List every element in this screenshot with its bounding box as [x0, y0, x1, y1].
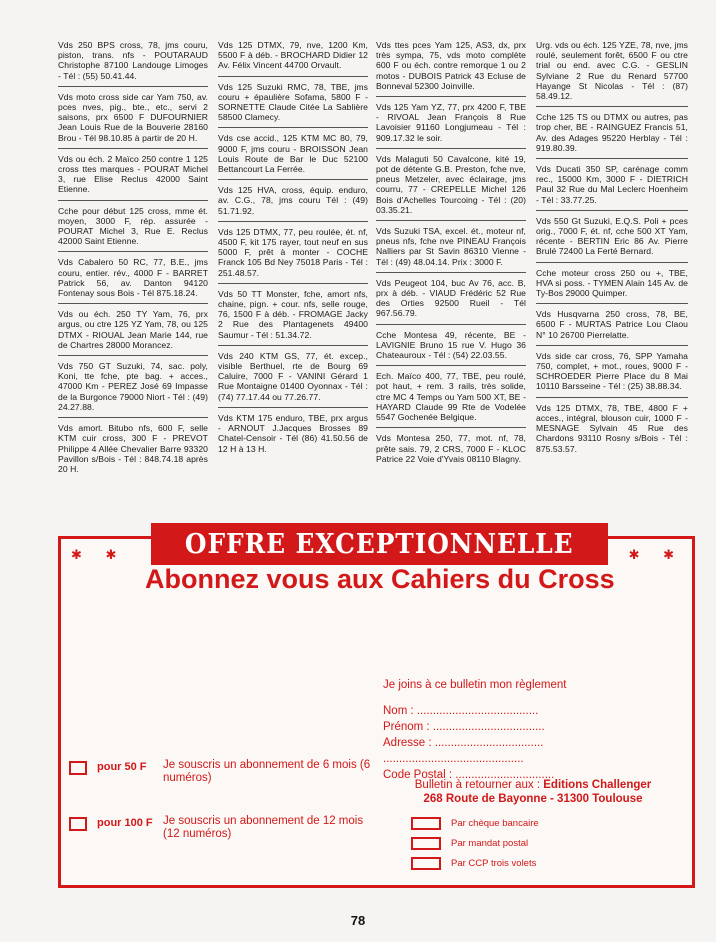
name-field[interactable]: Nom : ......................................: [383, 705, 539, 717]
classified-ad: Urg. vds ou éch. 125 YZE, 78, nve, jms roulé, seulement forêt, 6500 F ou ctre trial ou end. avec C.G. - GESLIN Sylviane 2 Rue du Renard 57700 Hayange St Nicolas - Tél : (87) 58.49.12.: [536, 40, 688, 107]
classified-ad: Vds moto cross side car Yam 750, av. pces nves, pig., bte., etc., servi 2 saisons, prx 6500 F DUFOURNIER Jean Louis Rue de la Bouverie 28160 Brou - Tél 98.10.85 à partir de 20 H.: [58, 92, 208, 149]
checkbox-12-months[interactable]: [69, 817, 87, 831]
checkbox-cheque[interactable]: [411, 817, 441, 830]
classified-ad: Vds Montesa 250, 77, mot. nf, 78, prête sais. 79, 2 CRS, 7000 F - KLOC Patrice 22 Voie d'Yvais 08110 Blagny.: [376, 433, 526, 464]
payment-label: Par chèque bancaire: [451, 818, 539, 829]
checkbox-6-months[interactable]: [69, 761, 87, 775]
classified-ad: Cche 125 TS ou DTMX ou autres, pas trop cher, BE - RAINGUEZ Francis 51, Av. des Adages 95220 Herblay - Tél : 919.80.39.: [536, 112, 688, 159]
classified-ad: Ech. Maïco 400, 77, TBE, peu roulé, pot haut, + rem. 3 rails, très solide, ctre MC 4 Temps ou Yam 500 XT, BE - HAYARD Claude 99 Rte de Vodelée 5547 Gochenée Belgique.: [376, 371, 526, 428]
classified-ad: Vds ou éch. 250 TY Yam, 76, prx argus, ou ctre 125 YZ Yam, 78, ou 125 DTMX - RIOUAL Jean Marie 144, rue de Chartres 28000 Morancez.: [58, 309, 208, 356]
offer-headline: Abonnez vous aux Cahiers du Cross: [145, 564, 615, 594]
classified-ad: Vds 125 HVA, cross, équip. enduro, av. C.G., 78, jms couru Tél : (49) 51.71.92.: [218, 185, 368, 222]
payment-ccp[interactable]: [411, 857, 536, 870]
return-address: [383, 779, 683, 805]
checkbox-ccp[interactable]: [411, 857, 441, 870]
ads-column-1: [58, 40, 208, 484]
classified-ad: Vds Cabalero 50 RC, 77, B.E., jms couru, entier. rév., 4000 F - BARRET Patrick 56, av. Danton 94120 Fontenay sous Bois - Tél 875.18.24.: [58, 257, 208, 304]
postal-code-field[interactable]: Code Postal : ...............................: [383, 769, 555, 781]
classified-ad: Vds 250 BPS cross, 78, jms couru, piston, trans. nfs - POUTARAUD Christophe 87100 Landouge Limoges - Tél : (55) 50.41.44.: [58, 40, 208, 87]
option-description: Je souscris un abonnement de 12 mois (12 numéros): [163, 815, 364, 840]
classified-ad: Vds 240 KTM GS, 77, ét. excep., visible Berthuel, rte de Bourg 69 Caluire, 7000 F - VANINI Gérard 1 Rue Montaigne 01400 Oyonnax - Tél : (74) 77.17.44 ou 77.26.77.: [218, 351, 368, 408]
ads-column-2: [218, 40, 368, 464]
star-icon: ✱ ✱: [71, 547, 127, 562]
classified-ad: Vds cse accid., 125 KTM MC 80, 79, 9000 F, jms couru - BROISSON Jean Louis Route de Bar le Duc 52100 Bettancourt La Ferrée.: [218, 133, 368, 180]
classified-ad: Vds ou éch. 2 Maïco 250 contre 1 125 cross ttes marques - POURAT Michel 3, rue Elise Reclus 42000 Saint Etienne.: [58, 154, 208, 201]
join-payment-text: Je joins à ce bulletin mon règlement: [383, 679, 567, 691]
option-price: pour 100 F: [97, 817, 153, 829]
offer-banner: [151, 523, 608, 565]
classified-ad: Vds 125 Yam YZ, 77, prx 4200 F, TBE - RIVOAL Jean François 8 Rue Lavoisier 91160 Longjumeau - Tél : 909.17.32 le soir.: [376, 102, 526, 149]
payment-label: Par CCP trois volets: [451, 858, 537, 869]
subscription-offer: [58, 528, 695, 888]
option-description: Je souscris un abonnement de 6 mois (6 numéros): [163, 759, 371, 784]
classified-ad: Vds side car cross, 76, SPP Yamaha 750, complet, + mot., roues, 9000 F - SCHROEDER Pierre Place du 8 Mai 10110 Barsseine - Tél : (25) 38.88.34.: [536, 351, 688, 398]
ads-column-3: [376, 40, 526, 474]
page-number: 78: [350, 913, 366, 928]
classified-ad: Vds 125 DTMX, 79, nve, 1200 Km, 5500 F à déb. - BROCHARD Didier 12 Av. Félix Vincent 44700 Orvault.: [218, 40, 368, 77]
classified-ad: Cche Montesa 49, récente, BE - LAVIGNIE Bruno 15 rue V. Hugo 36 Chateauroux - Tél : (54) 22.03.55.: [376, 330, 526, 367]
offer-banner-title: OFFRE EXCEPTIONNELLE: [185, 528, 574, 560]
checkbox-mandat[interactable]: [411, 837, 441, 850]
classified-ad: Vds amort. Bitubo nfs, 600 F, selle KTM cuir cross, 300 F - PREVOT Philippe 4 Allée Chevalier Barre 93320 Pavillon s/Bois - Tél : 848.74.18 après 20 H.: [58, 423, 208, 474]
classified-ad: Vds KTM 175 enduro, TBE, prx argus - ARNOUT J.Jacques Brosses 89 Chatel-Censoir - Tél (86) 41.50.56 de 12 H à 13 H.: [218, 412, 368, 454]
classified-ad: Cche pour début 125 cross, mme ét. moyen, 3000 F, rép. assurée - POURAT Michel 3, Rue E. Reclus 42000 Saint Etienne.: [58, 206, 208, 253]
classified-ad: Vds 125 DTMX, 77, peu roulée, ét. nf, 4500 F, kit 175 rayer, tout neuf en sus 5000 F, prêt à monter - COCHE Franck 105 Bd Ney 75018 Paris - Tél : 251.48.57.: [218, 227, 368, 284]
option-6-months[interactable]: [69, 759, 373, 785]
classified-ad: Vds Malaguti 50 Cavalcone, kité 19, pot de détente G.B. Preston, fche nve, pneus Metzeler, avec éclairage, jms courru, 77 - CREPELLE Michel 126 Bois d'Achelles Tourcoing - Tél : (20) 03.35.21.: [376, 154, 526, 221]
return-prefix: Bulletin à retourner aux :: [414, 779, 544, 791]
ads-column-4: [536, 40, 688, 464]
option-price: pour 50 F: [97, 761, 147, 773]
option-12-months[interactable]: [69, 815, 373, 841]
return-company: Editions Challenger: [543, 779, 652, 791]
classified-ad: Vds 50 TT Monster, fche, amort nfs, chaine, pign. + cour. nfs, selle rouge, 76, 1500 F à déb. - FROMAGE Jacky 2 Rue des Plantagenets 49400 Saumur - Tél : 51.34.72.: [218, 289, 368, 346]
classified-ad: Vds Husqvarna 250 cross, 78, BE, 6500 F - MURTAS Patrice Lou Claou N° 10 26700 Pierrelatte.: [536, 309, 688, 346]
payment-label: Par mandat postal: [451, 838, 529, 849]
classified-ad: Vds Suzuki TSA, excel. ét., moteur nf, pneus nfs, fche nve PINEAU François Nalliers par St Savin 86310 Vienne - Tél : (49) 48.04.14. Prix : 3000 F.: [376, 226, 526, 273]
classified-ads: [58, 40, 690, 520]
classified-ad: Vds 125 DTMX, 78, TBE, 4800 F + acces., intégral, blouson cuir, 1000 F - MESNAGE Sylvain 45 Rue des Chardons 93110 Rosny s/Bois - Tél : 875.53.57.: [536, 402, 688, 454]
payment-mandat[interactable]: [411, 837, 528, 850]
classified-ad: Vds 750 GT Suzuki, 74, sac. poly, Koni, tte fche, pte bag. + acces., 47000 Km - PEREZ José 69 Impasse de la Burgonce 79000 Niort - Tél : (49) 24.27.88.: [58, 361, 208, 418]
classified-ad: Vds ttes pces Yam 125, AS3, dx, prx très sympa, 75, vds moto complète 600 F ou éch. contre remorque 1 ou 2 motos - DUBOIS Patrick 43 Ecluse de Bonneval 52300 Joinville.: [376, 40, 526, 97]
address-field[interactable]: Adresse : ..................................: [383, 737, 544, 749]
payment-cheque[interactable]: [411, 817, 539, 830]
classified-ad: Vds Ducati 350 SP, carénage comm rec., 15000 Km, 3000 F - DIETRICH Paul 32 Rue du Mal Leclerc Hoenheim - Tél : 33.77.25.: [536, 164, 688, 211]
star-icon: ✱ ✱: [628, 547, 684, 562]
subscription-form: [383, 703, 663, 783]
classified-ad: Vds Peugeot 104, buc Av 76, acc. B, prx à déb. - VIAUD Frédéric 52 Rue des Orties 92500 Rueil - Tél 967.56.79.: [376, 278, 526, 325]
return-street: 268 Route de Bayonne - 31300 Toulouse: [423, 793, 643, 805]
classified-ad: Cche moteur cross 250 ou +, TBE, HVA si poss. - TYMEN Alain 145 Av. de Ty-Bos 29000 Quimper.: [536, 268, 688, 305]
address-line2-field[interactable]: ............................................: [383, 753, 524, 765]
classified-ad: Vds 125 Suzuki RMC, 78, TBE, jms couru + épaulière Sofama, 5800 F - SORNETTE Claude Citée La Sablière 58500 Clamecy.: [218, 82, 368, 129]
classified-ad: Vds 550 Gt Suzuki, E.Q.S. Poli + pces orig., 7000 F, ét. nf, cche 500 XT Yam, récente - BERTIN Eric 86 Av. Pierre Brulé 72400 La Ferté Bernard.: [536, 216, 688, 263]
first-name-field[interactable]: Prénom : ...................................: [383, 721, 545, 733]
